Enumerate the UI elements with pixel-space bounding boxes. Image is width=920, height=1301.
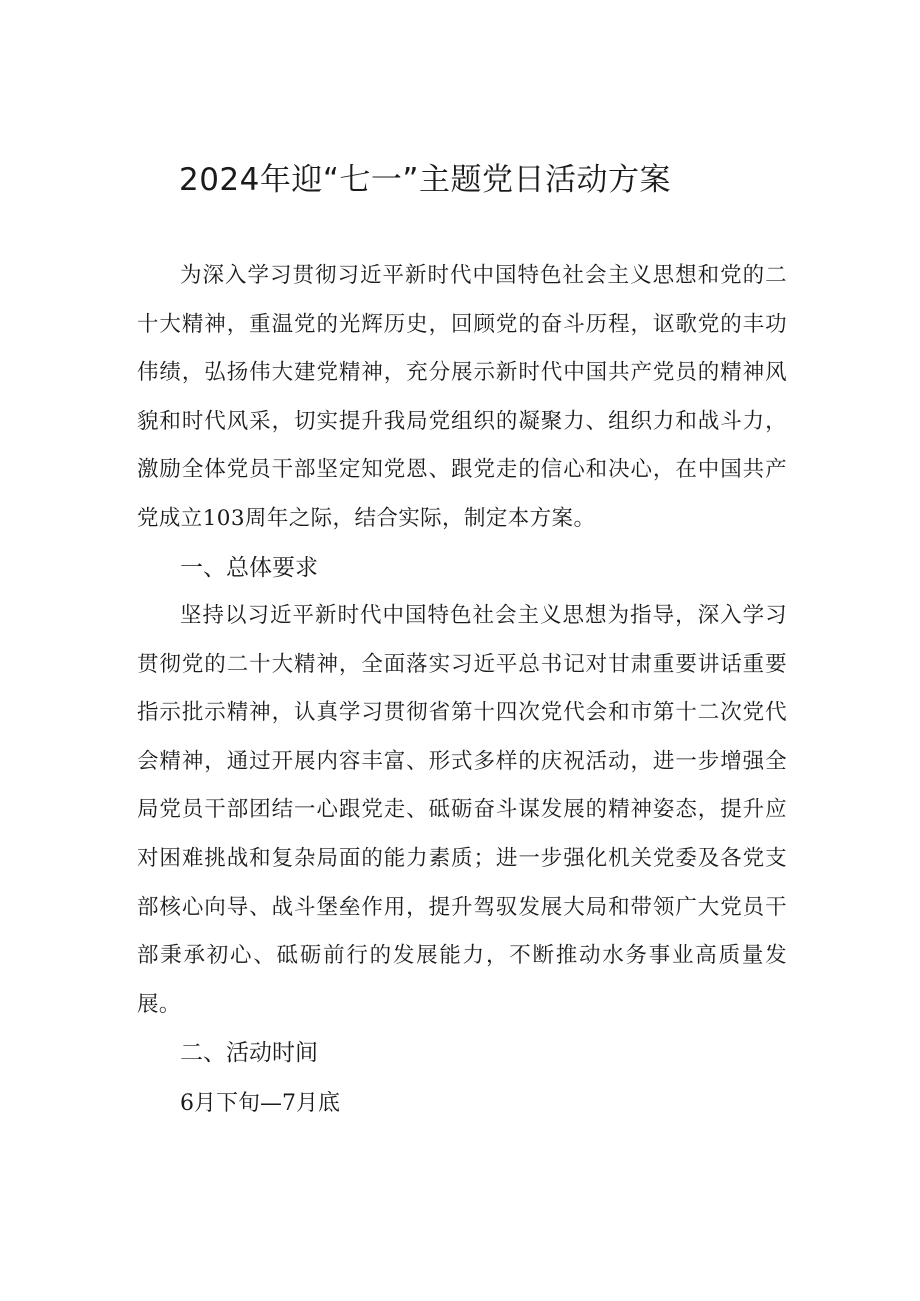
intro-paragraph: 为深入学习贯彻习近平新时代中国特色社会主义思想和党的二十大精神，重温党的光辉历史，回顾党的奋斗历程，讴歌党的丰功伟绩，弘扬伟大建党精神，充分展示新时代中国共产党员的精神风貌和时代风采，切实提升我局党组织的凝聚力、组织力和战斗力，激励全体党员干部坚定知党恩、跟党走的信心和决心，在中国共产党成立103周年之际，结合实际，制定本方案。: [137, 263, 787, 531]
section-heading-general-requirements: 一、总体要求: [180, 555, 318, 581]
section-body-activity-time: 6月下旬—7月底: [180, 1091, 340, 1116]
section-body-general-requirements: 坚持以习近平新时代中国特色社会主义思想为指导，深入学习贯彻党的二十大精神，全面落实习近平总书记对甘肃重要讲话重要指示批示精神，认真学习贯彻省第十四次党代会和市第十二次党代会精神，通过开展内容丰富、形式多样的庆祝活动，进一步增强全局党员干部团结一心跟党走、砥砺奋斗谋发展的精神姿态，提升应对困难挑战和复杂局面的能力素质；进一步强化机关党委及各党支部核心向导、战斗堡垒作用，提升驾驭发展大局和带领广大党员干部秉承初心、砥砺前行的发展能力，不断推动水务事业高质量发展。: [137, 603, 787, 1017]
section-heading-activity-time: 二、活动时间: [180, 1040, 318, 1066]
document-title: 2024年迎“七一”主题党日活动方案: [178, 162, 671, 198]
